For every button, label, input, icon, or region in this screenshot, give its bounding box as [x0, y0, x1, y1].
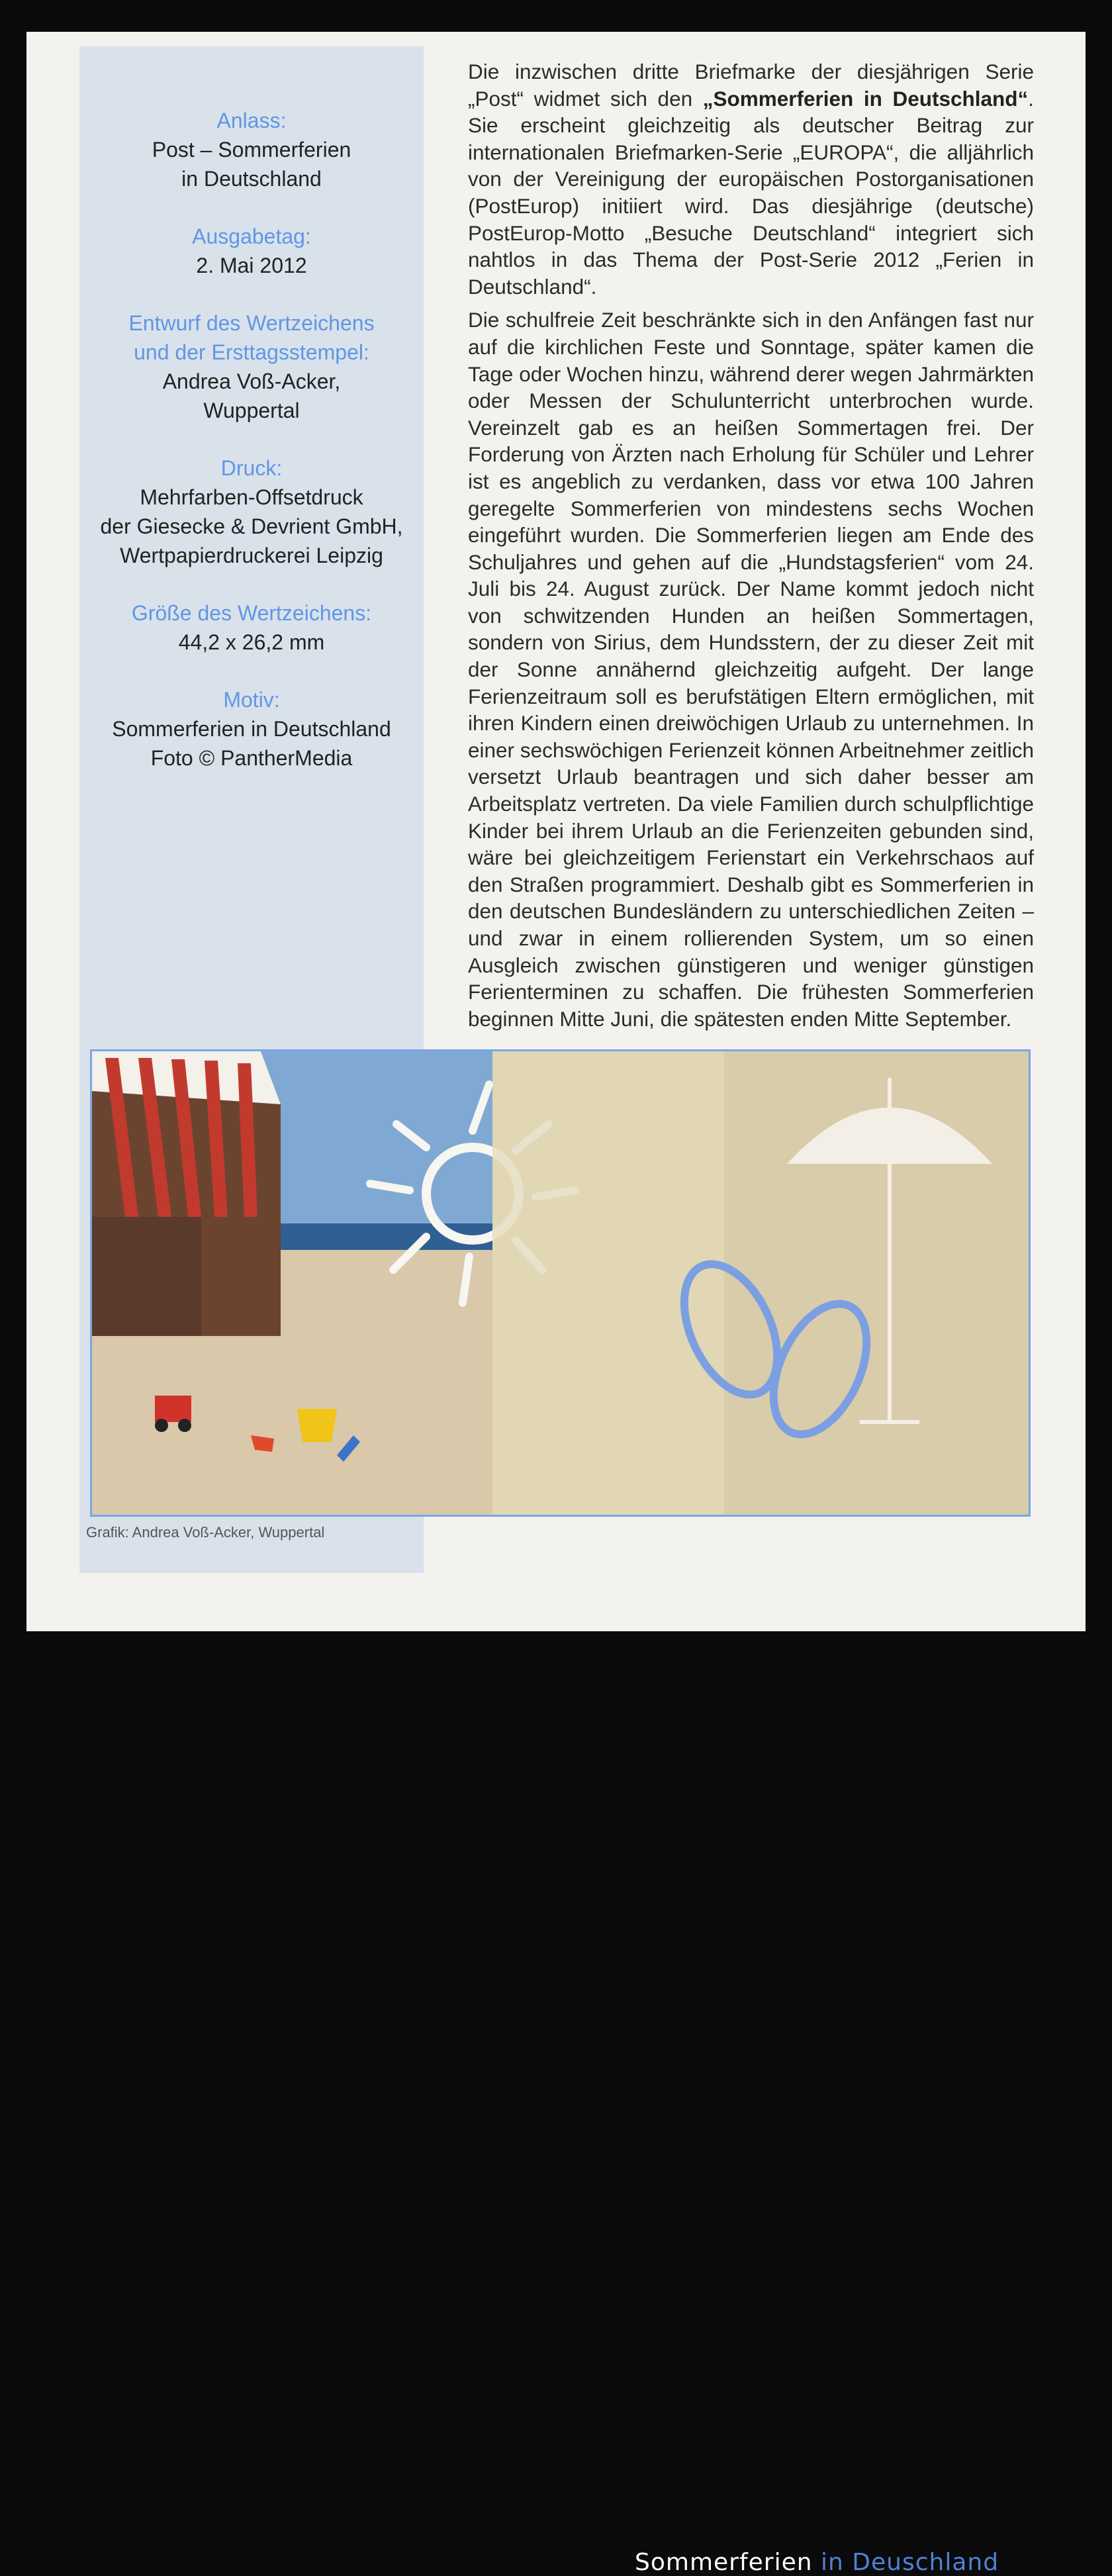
info-label: Entwurf des Wertzeichens	[128, 311, 375, 335]
info-value: Sommerferien in Deutschland	[112, 717, 391, 741]
stamp-artwork-illustration	[92, 1051, 1029, 1515]
info-value: Mehrfarben-Offsetdruck	[140, 485, 363, 509]
info-value: der Giesecke & Devrient GmbH,	[100, 514, 403, 538]
info-value: Post – Sommerferien	[152, 138, 351, 162]
info-value: 2. Mai 2012	[196, 254, 307, 277]
sand-bucket	[297, 1409, 337, 1442]
article-paragraph-2: Die schulfreie Zeit beschränkte sich in den Anfängen fast nur auf die kirchlichen Feste und Sonntage, später kamen die Tage oder Wochen hinzu, während derer wegen Jahrmärkten oder Messen der Schulunterricht unterbrochen wurde. Vereinzelt gab es an heißen Sommertagen frei. Der Forderung von Ärzten nach Erholung für Schüler und Lehrer ist es angeblich zu verdanken, dass vor etwa 100 Jahren geregelte Sommerferien von mindestens sechs Wochen eingeführt wurden. Die Sommerferien liegen am Ende des Schuljahres und gehen auf die „Hundstagsferien“ vom 24. Juli bis 24. August zurück. Der Name kommt jedoch nicht von schwitzenden Hunden an heißen Sommertagen, sondern von Sirius, dem Hundsstern, der zu dieser Zeit mit der Sonne annähernd gleichzeitig aufgeht. Der lange Ferienzeitraum soll es berufstätigen Eltern ermöglichen, mit ihren Kindern einen dreiwöchigen Urlaub zu unternehmen. In einer sechswöchigen Ferienzeit können Arbeitnehmer zeitlich versetzt Urlaub beantragen und sich daher besser am Arbeitsplatz vertreten. Da viele Familien durch schulpflichtige Kinder bei ihrem Urlaub an die Ferienzeiten gebunden sind, wäre bei gleichzeitigem Ferienstart ein Verkehrschaos auf den Straßen programmiert. Deshalb gibt es Sommerferien in den deutschen Bundesländern zu unterschiedlichen Zeiten – und zwar in einem rollierenden System, um so einen Ausgleich zwischen günstigeren und weniger günstigen Ferienterminen zu schaffen. Die frühesten Sommerferien beginnen Mitte Juni, die spätesten enden Mitte September.	[468, 308, 1034, 1031]
info-value: Wertpapierdruckerei Leipzig	[120, 544, 383, 567]
info-label: Anlass:	[216, 109, 287, 132]
toy-truck	[155, 1396, 191, 1422]
artwork-caption: Sommerferien in Deuschland	[635, 2549, 999, 2576]
info-label: Größe des Wertzeichens:	[131, 601, 372, 625]
article-paragraph-1: Die inzwischen dritte Briefmarke der diesjährigen Serie „Post“ widmet sich den „Sommerferien in Deutschland“. Sie erscheint gleichzeitig als deutscher Beitrag zur internationalen Briefmarken-Serie „EUROPA“, die alljährlich von der Vereinigung der europäischen Postorganisationen (PostEurop) initiiert wird. Das diesjährige (deutsche) PostEurop-Motto „Besuche Deutschland“ integriert sich nahtlos in das Thema der Post-Serie 2012 „Ferien in Deutschland“.	[468, 60, 1034, 299]
info-value: Andrea Voß-Acker,	[162, 369, 341, 393]
article-text	[468, 58, 1034, 1039]
beach-chair-seat	[92, 1217, 201, 1336]
info-print	[79, 453, 424, 570]
article-highlight: „Sommerferien in Deutschland“	[702, 86, 1029, 111]
info-size	[79, 598, 424, 657]
info-occasion	[79, 106, 424, 193]
info-label: Motiv:	[223, 688, 280, 712]
info-label: Druck:	[220, 456, 283, 480]
info-motif	[79, 685, 424, 773]
info-value: in Deutschland	[181, 167, 322, 191]
stamp-info-block	[79, 106, 424, 801]
info-label: Ausgabetag:	[192, 224, 311, 248]
graphic-credit: Grafik: Andrea Voß-Acker, Wuppertal	[86, 1524, 325, 1541]
info-issue-date	[79, 222, 424, 280]
info-design	[79, 309, 424, 425]
info-value: 44,2 x 26,2 mm	[178, 630, 325, 654]
info-label: und der Ersttagsstempel:	[134, 340, 369, 364]
info-value: Foto © PantherMedia	[150, 746, 353, 770]
info-value: Wuppertal	[203, 399, 300, 422]
